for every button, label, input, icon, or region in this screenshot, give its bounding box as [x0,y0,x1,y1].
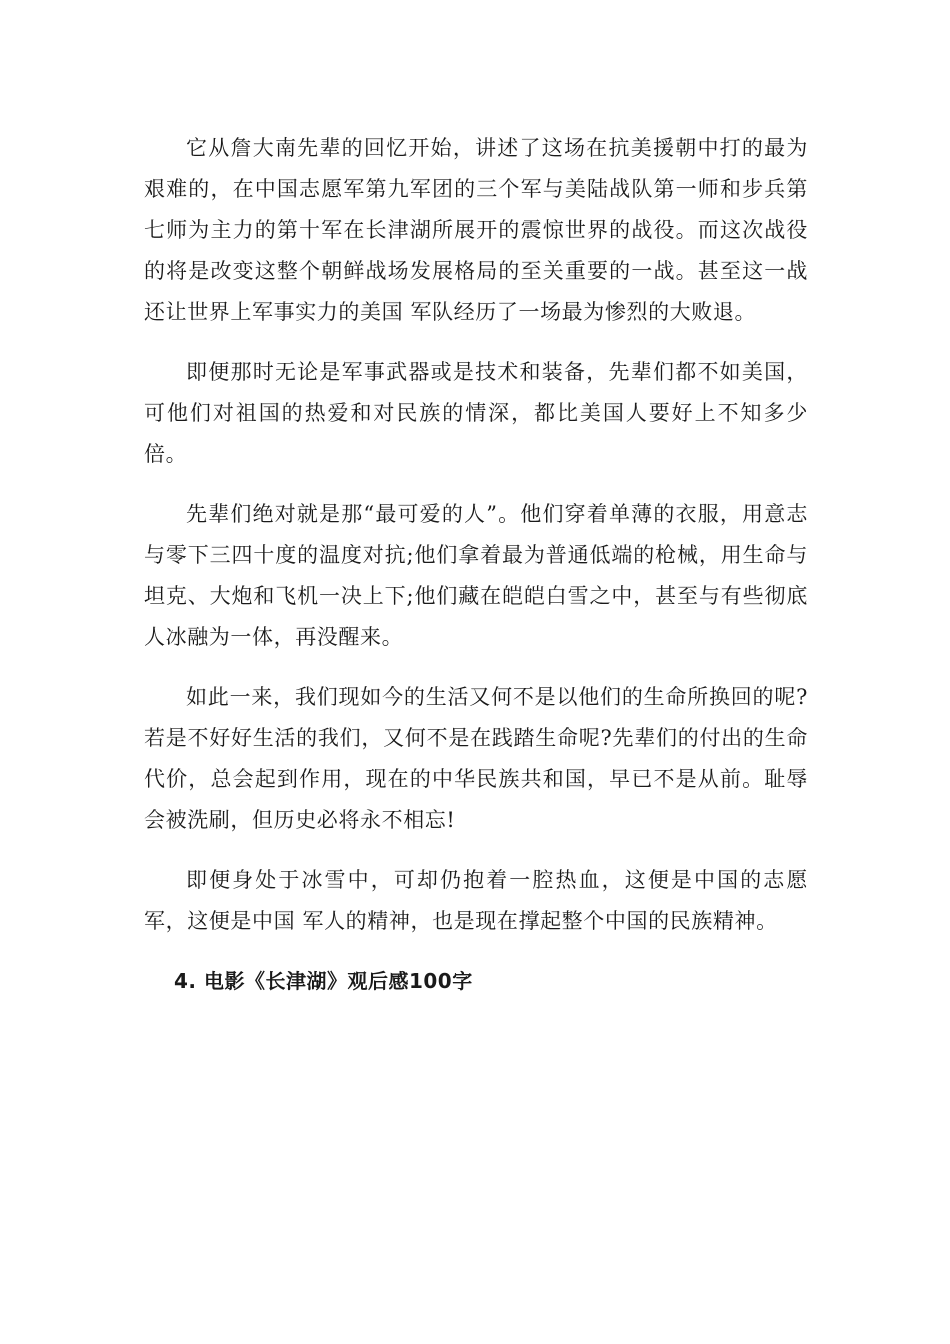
paragraph-3: 先辈们绝对就是那“最可爱的人”。他们穿着单薄的衣服，用意志与零下三四十度的温度对抗;他们拿着最为普通低端的枪械，用生命与坦克、大炮和飞机一决上下;他们藏在皑皑白雪之中，甚至与有些彻底人冰融为一体，再没醒来。 [144,502,808,649]
paragraph-4: 如此一来，我们现如今的生活又何不是以他们的生命所换回的呢?若是不好好生活的我们，又何不是在践踏生命呢?先辈们的付出的生命代价，总会起到作用，现在的中华民族共和国，早已不是从前。耻辱会被洗刷，但历史必将永不相忘! [144,685,808,832]
paragraph-1: 它从詹大南先辈的回忆开始，讲述了这场在抗美援朝中打的最为艰难的，在中国志愿军第九军团的三个军与美陆战队第一师和步兵第七师为主力的第十军在长津湖所展开的震惊世界的战役。而这次战役的将是改变这整个朝鲜战场发展格局的至关重要的一战。甚至这一战还让世界上军事实力的美国 军队经历了一场最为惨烈的大败退。 [144,136,808,324]
paragraph-2: 即便那时无论是军事武器或是技术和装备，先辈们都不如美国，可他们对祖国的热爱和对民族的情深，都比美国人要好上不知多少倍。 [144,360,808,466]
document-body [144,128,808,1001]
paragraph-5: 即便身处于冰雪中，可却仍抱着一腔热血，这便是中国的志愿军，这便是中国 军人的精神，也是现在撑起整个中国的民族精神。 [144,868,808,933]
section-heading: 4. 电影《长津湖》观后感100字 [174,969,473,993]
